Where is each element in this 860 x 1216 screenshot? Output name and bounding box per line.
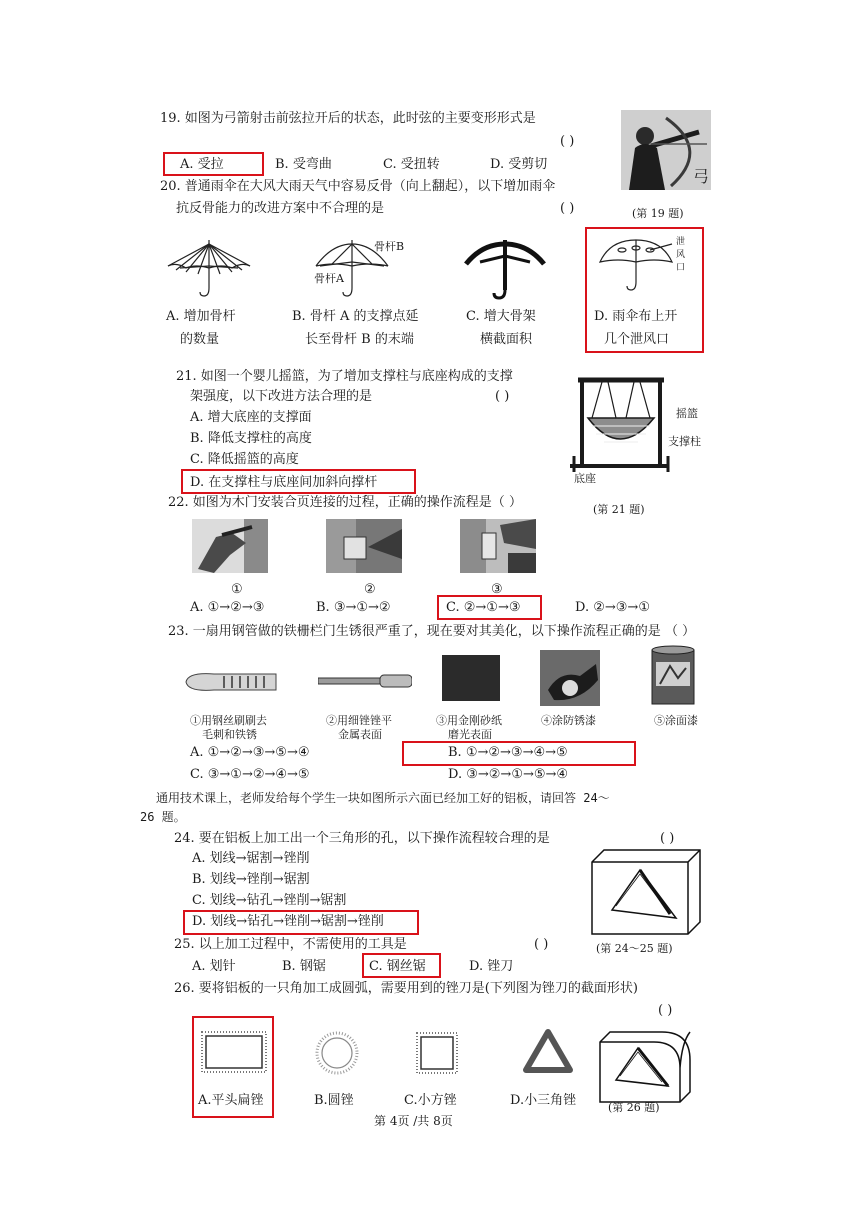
q21-option-b[interactable]: B. 降低支撑柱的高度	[190, 431, 312, 446]
q22-step-3: ③	[491, 582, 503, 597]
q19-stem: 19. 如图为弓箭射击前弦拉开后的状态，此时弦的主要变形形式是	[160, 111, 536, 126]
archer-photo-text: 弓	[693, 167, 710, 186]
q23-option-b[interactable]: B. ①→②→③→④→⑤	[448, 745, 568, 760]
q23-option-d[interactable]: D. ③→②→①→⑤→④	[448, 767, 569, 782]
round-file-section-figure	[312, 1028, 362, 1078]
top-paint-can-image	[650, 644, 696, 706]
q22-option-c[interactable]: C. ②→①→③	[446, 600, 521, 615]
q25-option-c[interactable]: C. 钢丝锯	[369, 959, 426, 974]
q26-answer-box	[192, 1016, 274, 1118]
q23-answer-box	[402, 741, 636, 766]
q20-option-b-line2[interactable]: 长至骨杆 B 的末端	[305, 332, 414, 347]
q20-option-c-line1[interactable]: C. 增大骨架	[466, 309, 536, 324]
q25-caption: (第 24～25 题)	[596, 942, 673, 955]
q26-option-c[interactable]: C.小方锉	[404, 1093, 457, 1108]
q19-option-a[interactable]: A. 受拉	[180, 157, 224, 172]
q24-option-d[interactable]: D. 划线→钻孔→锉削→锯割→锉削	[192, 914, 384, 929]
q24-option-c[interactable]: C. 划线→钻孔→锉削→锯割	[192, 893, 347, 908]
q22-photo-2	[326, 519, 402, 573]
fine-file-image	[318, 672, 412, 690]
q19-answer-box	[163, 152, 264, 176]
q19-caption: (第 19 题)	[632, 207, 684, 220]
intro-line1: 通用技术课上，老师发给每个学生一块如图所示六面已经加工好的铝板，请回答 24～	[156, 791, 610, 805]
q26-caption: (第 26 题)	[608, 1101, 660, 1114]
q19-option-b[interactable]: B. 受弯曲	[275, 157, 332, 172]
q24-stem: 24. 要在铝板上加工出一个三角形的孔，以下操作流程较合理的是	[174, 831, 550, 846]
q20-option-d-line1[interactable]: D. 雨伞布上开	[594, 309, 678, 324]
umbrella-b-label-a: 骨杆A	[314, 272, 344, 285]
q21-option-c[interactable]: C. 降低摇篮的高度	[190, 452, 299, 467]
rounded-plate-figure	[598, 1030, 692, 1104]
q19-option-d[interactable]: D. 受剪切	[490, 157, 548, 172]
q20-option-c-line2[interactable]: 横截面积	[480, 332, 533, 347]
tool-caption-5: ⑤涂面漆	[654, 714, 698, 727]
umbrella-b-label-b: 骨杆B	[374, 240, 405, 253]
q26-stem: 26. 要将铝板的一只角加工成圆弧，需要用到的锉刀是(下列图为锉刀的截面形状)	[174, 981, 638, 996]
rust-paint-image	[540, 650, 600, 706]
aluminum-plate-figure	[590, 848, 702, 936]
cradle-label-pillar: 支撑柱	[668, 435, 701, 448]
q20-answer-box	[585, 227, 704, 353]
q20-option-a-line1[interactable]: A. 增加骨杆	[166, 309, 236, 324]
q22-answer-box	[437, 595, 542, 620]
tool-caption-4: ④涂防锈漆	[541, 714, 596, 727]
q22-option-b[interactable]: B. ③→①→②	[316, 600, 391, 615]
tool-caption-2	[326, 714, 392, 742]
q26-option-b[interactable]: B.圆锉	[314, 1093, 354, 1108]
q20-option-d-line2[interactable]: 几个泄风口	[604, 332, 670, 347]
cradle-label-basket: 摇篮	[676, 407, 698, 420]
q21-stem-line1: 21. 如图一个婴儿摇篮，为了增加支撑柱与底座构成的支撑	[176, 369, 513, 384]
tool-caption-3	[436, 714, 502, 742]
q20-paren: ( )	[560, 201, 575, 216]
q26-option-a[interactable]: A.平头扁锉	[198, 1093, 264, 1108]
cradle-label-base: 底座	[574, 472, 596, 485]
tool-caption-3-line2: 磨光表面	[448, 728, 492, 741]
q21-option-d[interactable]: D. 在支撑柱与底座间加斜向撑杆	[190, 475, 378, 490]
q20-option-b-line1[interactable]: B. 骨杆 A 的支撑点延	[292, 309, 419, 324]
q24-paren: ( )	[660, 831, 675, 846]
q20-option-a-line2[interactable]: 的数量	[180, 332, 220, 347]
q23-option-c[interactable]: C. ③→①→②→④→⑤	[190, 767, 310, 782]
q25-option-d[interactable]: D. 锉刀	[469, 959, 514, 974]
q23-option-a[interactable]: A. ①→②→③→⑤→④	[190, 745, 310, 760]
q21-option-a[interactable]: A. 增大底座的支撑面	[190, 410, 312, 425]
intro-line2: 26 题。	[140, 810, 186, 824]
cradle-figure	[568, 368, 674, 480]
q19-paren: ( )	[560, 134, 575, 149]
q20-stem-line2: 抗反骨能力的改进方案中不合理的是	[176, 201, 385, 216]
q19-option-c[interactable]: C. 受扭转	[383, 157, 440, 172]
q22-step-1: ①	[231, 582, 243, 597]
umbrella-d-label-3: 口	[676, 263, 686, 273]
q22-photo-1	[192, 519, 268, 573]
q20-stem-line1: 20. 普通雨伞在大风大雨天气中容易反骨（向上翻起），以下增加雨伞	[160, 179, 556, 194]
umbrella-d-label-2: 风	[676, 250, 686, 260]
q25-option-a[interactable]: A. 划针	[192, 959, 236, 974]
q24-option-a[interactable]: A. 划线→锯割→锉削	[192, 851, 310, 866]
q24-option-b[interactable]: B. 划线→锉削→锯割	[192, 872, 310, 887]
square-file-section-figure	[412, 1028, 462, 1078]
tool-caption-1-line2: 毛刺和铁锈	[202, 728, 257, 741]
q25-option-b[interactable]: B. 钢锯	[282, 959, 326, 974]
archer-photo	[621, 110, 711, 190]
tool-caption-1	[190, 714, 267, 742]
umbrella-c-figure	[462, 236, 548, 300]
tool-caption-2-line2: 金属表面	[338, 728, 382, 741]
q26-paren: ( )	[658, 1003, 673, 1018]
q24-answer-box	[183, 910, 419, 935]
sandpaper-image	[440, 653, 502, 703]
umbrella-a-figure	[166, 236, 252, 300]
triangle-file-section-figure	[520, 1026, 576, 1076]
q25-answer-box	[362, 953, 441, 978]
tool-caption-1-line1: ①用钢丝刷刷去	[190, 714, 267, 727]
q25-paren: ( )	[534, 937, 549, 952]
q25-stem: 25. 以上加工过程中，不需使用的工具是	[174, 937, 407, 952]
q22-option-d[interactable]: D. ②→③→①	[575, 600, 650, 615]
q21-caption: (第 21 题)	[593, 503, 645, 516]
wire-brush-image	[184, 668, 278, 696]
tool-caption-2-line1: ②用细锉锉平	[326, 714, 392, 727]
q23-stem: 23. 一扇用钢管做的铁栅栏门生锈很严重了，现在要对其美化，以下操作流程正确的是 （ ）	[168, 624, 696, 639]
q26-option-d[interactable]: D.小三角锉	[510, 1093, 577, 1108]
umbrella-d-label-1: 泄	[676, 237, 686, 247]
q22-option-a[interactable]: A. ①→②→③	[190, 600, 265, 615]
tool-caption-3-line1: ③用金刚砂纸	[436, 714, 502, 727]
q22-step-2: ②	[364, 582, 376, 597]
page-footer: 第 4页 /共 8页	[374, 1114, 453, 1128]
q21-answer-box	[181, 469, 416, 494]
q21-paren: ( )	[495, 389, 510, 404]
q21-stem-line2: 架强度，以下改进方法合理的是	[190, 389, 373, 404]
q22-photo-3	[460, 519, 536, 573]
q22-stem: 22. 如图为木门安装合页连接的过程，正确的操作流程是（ ）	[168, 495, 522, 510]
